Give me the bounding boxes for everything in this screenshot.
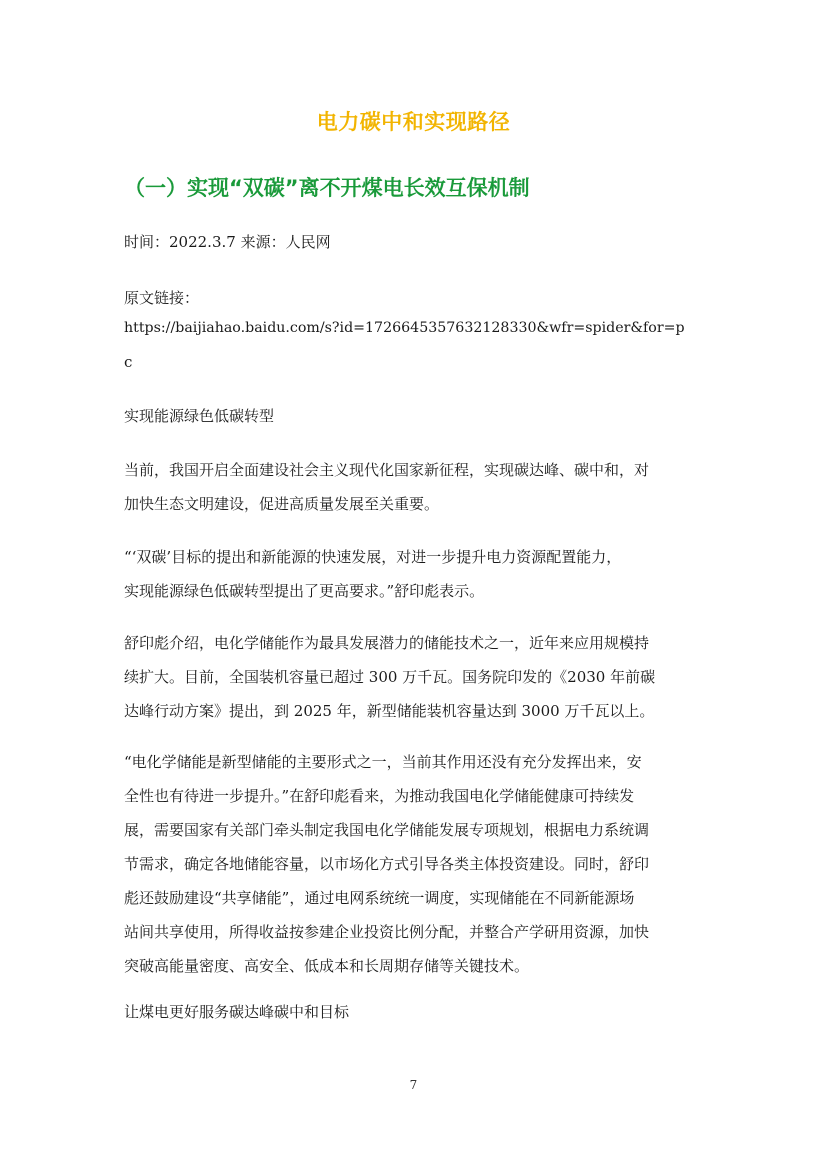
paragraph-line: 全性也有待进一步提升。”在舒印彪看来，为推动我国电化学储能健康可持续发 xyxy=(124,787,635,805)
paragraph-4 xyxy=(124,745,704,983)
link-label: 原文链接： xyxy=(124,289,200,307)
page-number: 7 xyxy=(409,1078,418,1092)
source-link[interactable]: https://baijiahao.baidu.com/s?id=1726645357632128330&wfr=spider&for=p xyxy=(124,320,685,336)
subheading-green-transition: 实现能源绿色低碳转型 xyxy=(124,407,275,425)
paragraph-2 xyxy=(124,540,704,608)
paragraph-line: 彪还鼓励建设“共享储能”，通过电网系统统一调度，实现储能在不同新能源场 xyxy=(124,889,635,907)
paragraph-line: “电化学储能是新型储能的主要形式之一，当前其作用还没有充分发挥出来，安 xyxy=(124,753,642,771)
paragraph-1 xyxy=(124,453,704,521)
paragraph-line: 当前，我国开启全面建设社会主义现代化国家新征程，实现碳达峰、碳中和，对 xyxy=(124,461,650,479)
paragraph-line: “‘双碳’目标的提出和新能源的快速发展，对进一步提升电力资源配置能力， xyxy=(124,548,622,566)
paragraph-line: 续扩大。目前，全国装机容量已超过 300 万千瓦。国务院印发的《2030 年前碳 xyxy=(124,668,656,686)
section-heading: （一）实现“双碳”离不开煤电长效互保机制 xyxy=(124,176,530,200)
paragraph-line: 加快生态文明建设，促进高质量发展至关重要。 xyxy=(124,495,440,513)
paragraph-line: 达峰行动方案》提出，到 2025 年，新型储能装机容量达到 3000 万千瓦以上。 xyxy=(124,702,655,720)
paragraph-3 xyxy=(124,626,704,728)
meta-line: 时间：2022.3.7 来源：人民网 xyxy=(124,233,331,251)
paragraph-line: 舒印彪介绍，电化学储能作为最具发展潜力的储能技术之一，近年来应用规模持 xyxy=(124,634,650,652)
paragraph-line: 站间共享使用，所得收益按参建企业投资比例分配，并整合产学研用资源，加快 xyxy=(124,923,650,941)
paragraph-line: 节需求，确定各地储能容量，以市场化方式引导各类主体投资建设。同时，舒印 xyxy=(124,855,650,873)
paragraph-line: 展，需要国家有关部门牵头制定我国电化学储能发展专项规划，根据电力系统调 xyxy=(124,821,650,839)
paragraph-line: 突破高能量密度、高安全、低成本和长周期存储等关键技术。 xyxy=(124,957,530,975)
document-title: 电力碳中和实现路径 xyxy=(316,110,511,134)
subheading-coal-power: 让煤电更好服务碳达峰碳中和目标 xyxy=(124,1003,350,1021)
paragraph-line: 实现能源绿色低碳转型提出了更高要求。”舒印彪表示。 xyxy=(124,582,485,600)
source-link-continuation[interactable]: c xyxy=(124,353,133,371)
